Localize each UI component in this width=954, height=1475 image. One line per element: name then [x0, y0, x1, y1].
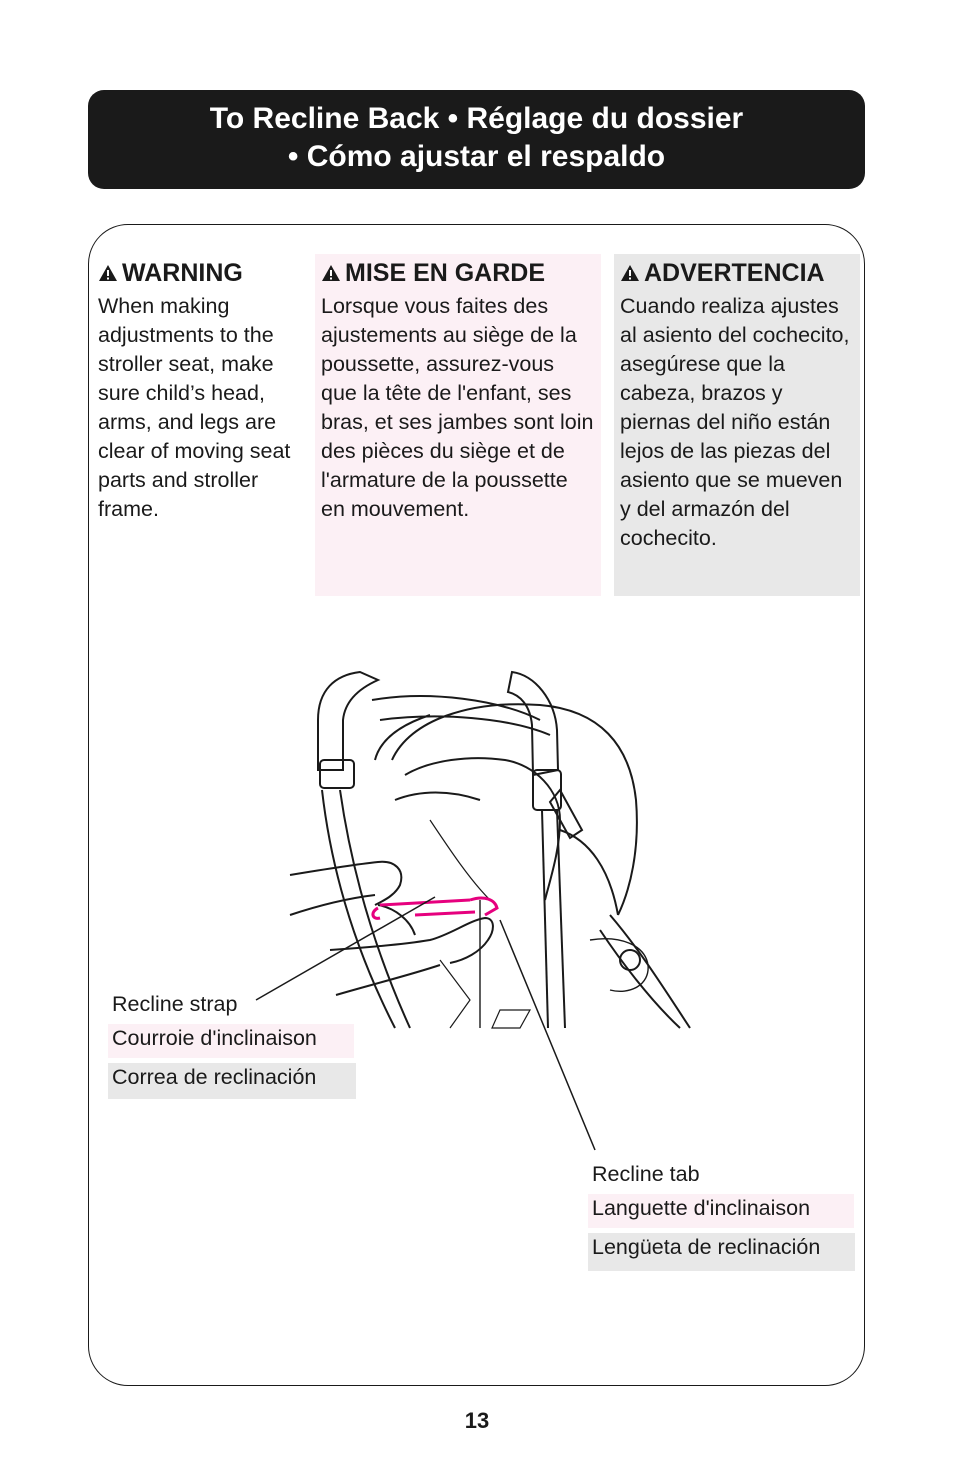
hands: [290, 862, 493, 995]
recline-strap-label-french: Courroie d'inclinaison: [108, 1024, 354, 1058]
stroller-frame: [318, 672, 690, 1028]
warning-body-french: Lorsque vous faites des ajustements au siège de la poussette, assurez-vous que la tête de l'enfant, ses bras, et ses jambes sont loin des pièces du siège et de l'armature de la poussette en mouvement.: [321, 294, 594, 521]
header-title-line2: • Cómo ajustar el respaldo: [287, 140, 666, 173]
warning-body-spanish: Cuando realiza ajustes al asiento del cochecito, asegúrese que la cabeza, brazos y piernas del niño están lejos de las piezas del asiento que se mueven y del armazón del cochecito.: [620, 294, 850, 550]
recline-strap-label-spanish: Correa de reclinación: [108, 1063, 356, 1099]
page-number: 13: [464, 1408, 490, 1433]
recline-arrow-icon: [373, 898, 497, 918]
stroller-canopy: [372, 696, 637, 915]
recline-strap-label-english: Recline strap: [112, 992, 238, 1016]
recline-tab-label-spanish: Lengüeta de reclinación: [588, 1233, 855, 1271]
recline-tab-label-english: Recline tab: [592, 1162, 700, 1186]
recline-tab-label-french: Languette d'inclinaison: [588, 1194, 854, 1228]
header-title-line1: To Recline Back • Réglage du dossier: [209, 102, 744, 135]
warning-body-english: When making adjustments to the stroller seat, make sure child’s head, arms, and legs are clear of moving seat parts and stroller frame.: [98, 294, 291, 521]
warning-title-text: WARNING: [122, 259, 243, 287]
warning-title-text: ADVERTENCIA: [644, 259, 825, 287]
warning-title-text: MISE EN GARDE: [345, 259, 546, 287]
